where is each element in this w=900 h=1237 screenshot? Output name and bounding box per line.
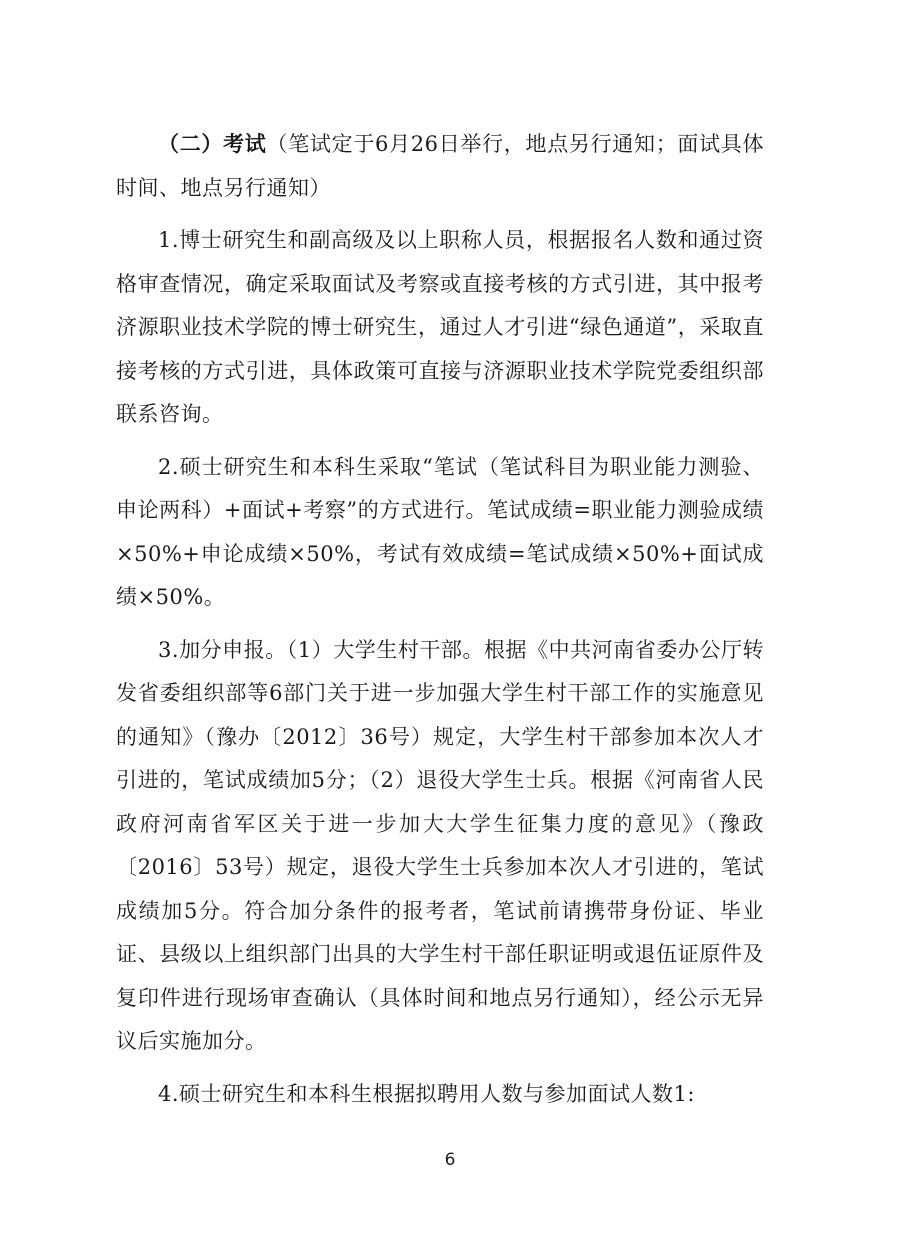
- paragraph-doctoral: 1.博士研究生和副高级及以上职称人员，根据报名人数和通过资格审查情况，确定采取面试及考察或直接考核的方式引进，其中报考济源职业技术学院的博士研究生，通过人才引进“绿色通道”，采取直接考核的方式引进，具体政策可直接与济源职业技术学院党委组织部联系咨询。: [116, 228, 764, 426]
- paragraph-bonus-points: 3.加分申报。（1）大学生村干部。根据《中共河南省委办公厅转发省委组织部等6部门关于进一步加强大学生村干部工作的实施意见的通知》（豫办〔2012〕36号）规定，大学生村干部参加本次人才引进的，笔试成绩加5分；（2）退役大学生士兵。根据《河南省人民政府河南省军区关于进一步加大大学生征集力度的意见》（豫政〔2016〕53号）规定，退役大学生士兵参加本次人才引进的，笔试成绩加5分。符合加分条件的报考者，笔试前请携带身份证、毕业证、县级以上组织部门出具的大学生村干部任职证明或退伍证原件及复印件进行现场审查确认（具体时间和地点另行通知），经公示无异议后实施加分。: [116, 637, 764, 1053]
- section-heading: （二）考试: [158, 131, 267, 156]
- section-heading-note: （笔试定于6月26日举行，地点另行通知；面试具体时间、地点另行通知）: [116, 132, 765, 200]
- page-number: 6: [444, 1150, 456, 1170]
- document-body: [116, 122, 764, 1125]
- paragraph-masters-written-exam: 2.硕士研究生和本科生采取“笔试（笔试科目为职业能力测验、申论两科）+面试+考察”的方式进行。笔试成绩=职业能力测验成绩×50%+申论成绩×50%，考试有效成绩=笔试成绩×50%+面试成绩×50%。: [116, 454, 764, 609]
- paragraph-interview-ratio: 4.硕士研究生和本科生根据拟聘用人数与参加面试人数1:: [158, 1081, 695, 1106]
- section-exam-paragraph: [116, 122, 764, 210]
